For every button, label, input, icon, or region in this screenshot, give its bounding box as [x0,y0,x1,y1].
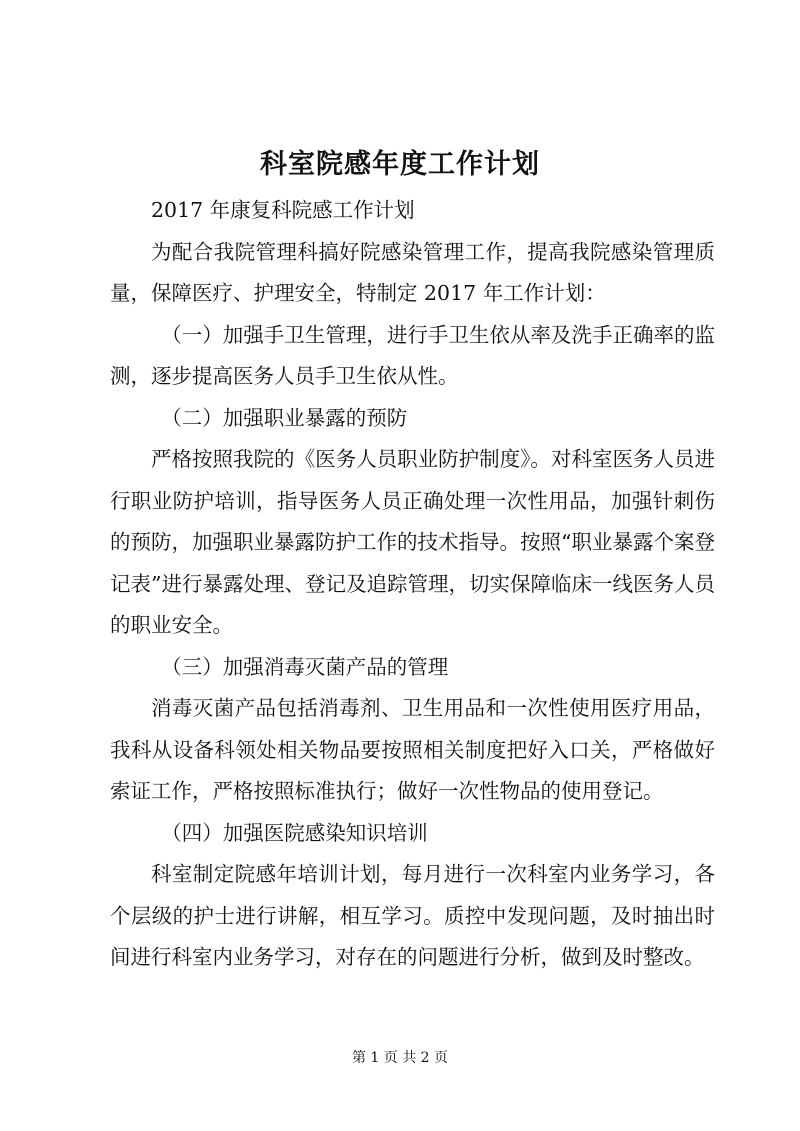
section-heading-4: （四）加强医院感染知识培训 [161,820,428,845]
body-paragraph: 严格按照我院的《医务人员职业防护制度》。对科室医务人员进行职业防护培训，指导医务人员正确处理一次性用品，加强针刺伤的预防，加强职业暴露防护工作的技术指导。按照“职业暴露个案登记表”进行暴露处理、登记及追踪管理，切实保障临床一线医务人员的职业安全。 [110,447,715,637]
document-body [110,190,715,979]
body-paragraph: 为配合我院管理科搞好院感染管理工作，提高我院感染管理质量，保障医疗、护理安全，特制定 2017 年工作计划： [110,239,715,305]
section-heading-3: （三）加强消毒灭菌产品的管理 [161,654,449,679]
body-paragraph: 消毒灭菌产品包括消毒剂、卫生用品和一次性使用医疗用品，我科从设备科领处相关物品要按照相关制度把好入口关，严格做好索证工作，严格按照标准执行；做好一次性物品的使用登记。 [110,696,715,803]
intro-line: 2017 年康复科院感工作计划 [151,198,415,222]
page-number-footer: 第 1 页 共 2 页 [351,1050,449,1066]
document-title: 科室院感年度工作计划 [260,149,540,180]
section-heading-1: （一）加强手卫生管理，进行手卫生依从率及洗手正确率的监测，逐步提高医务人员手卫生依从性。 [110,322,715,388]
section-heading-2: （二）加强职业暴露的预防 [161,405,408,430]
body-paragraph: 科室制定院感年培训计划，每月进行一次科室内业务学习，各个层级的护士进行讲解，相互学习。质控中发现问题，及时抽出时间进行科室内业务学习，对存在的问题进行分析，做到及时整改。 [110,862,715,969]
